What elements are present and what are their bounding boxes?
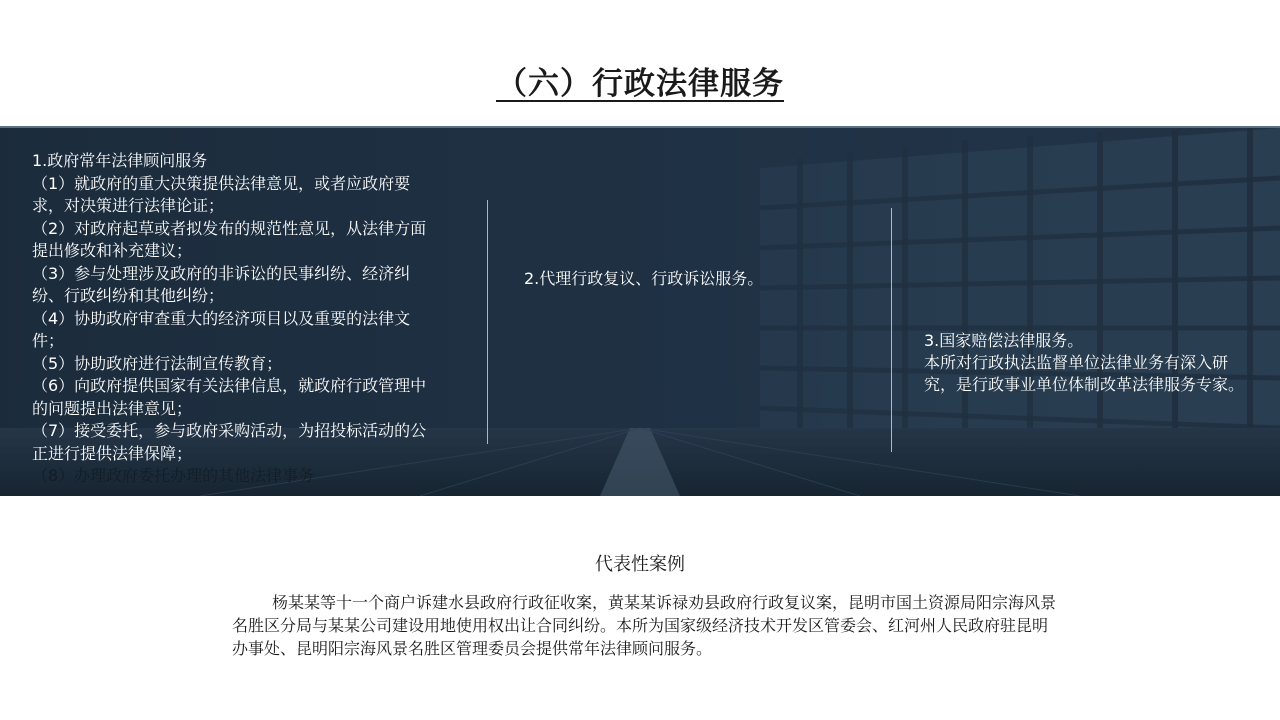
services-banner bbox=[0, 126, 1280, 496]
service-1-point-8: （8）办理政府委托办理的其他法律事务 bbox=[32, 466, 315, 485]
service-item-2: 2.代理行政复议、行政诉讼服务。 bbox=[524, 269, 764, 288]
service-1-point-7: （7）接受委托，参与政府采购活动，为招投标活动的公正进行提供法律保障； bbox=[32, 421, 427, 463]
page-title-wrap bbox=[0, 58, 1280, 103]
page-title: （六）行政法律服务 bbox=[496, 66, 784, 102]
service-1-point-2: （2）对政府起草或者拟发布的规范性意见，从法律方面提出修改和补充建议； bbox=[32, 218, 427, 260]
service-1-point-3: （3）参与处理涉及政府的非诉讼的民事纠纷、经济纠纷、行政纠纷和其他纠纷； bbox=[32, 263, 411, 305]
service-1-point-6: （6）向政府提供国家有关法律信息，就政府行政管理中的问题提出法律意见； bbox=[32, 376, 427, 418]
service-3-body: 本所对行政执法监督单位法律业务有深入研究，是行政事业单位体制改革法律服务专家。 bbox=[924, 353, 1245, 394]
column-divider-1 bbox=[487, 200, 488, 444]
service-1-point-4: （4）协助政府审查重大的经济项目以及重要的法律文件； bbox=[32, 308, 411, 350]
service-item-3 bbox=[924, 330, 1246, 396]
service-1-point-1: （1）就政府的重大决策提供法律意见，或者应政府要求，对决策进行法律论证； bbox=[32, 173, 411, 215]
column-divider-2 bbox=[891, 208, 892, 452]
service-item-1 bbox=[32, 150, 440, 488]
service-1-point-5: （5）协助政府进行法制宣传教育； bbox=[32, 353, 283, 373]
service-3-title: 3.国家赔偿法律服务。 bbox=[924, 331, 1084, 350]
service-1-title: 1.政府常年法律顾问服务 bbox=[32, 151, 208, 170]
cases-heading: 代表性案例 bbox=[595, 554, 685, 575]
cases-paragraph: 杨某某等十一个商户诉建水县政府行政征收案，黄某某诉禄劝县政府行政复议案，昆明市国土资源局阳宗海风景名胜区分局与某某公司建设用地使用权出让合同纠纷。本所为国家级经济技术开发区管委会、红河州人民政府驻昆明办事处、昆明阳宗海风景名胜区管理委员会提供常年法律顾问服务。 bbox=[232, 593, 1057, 658]
